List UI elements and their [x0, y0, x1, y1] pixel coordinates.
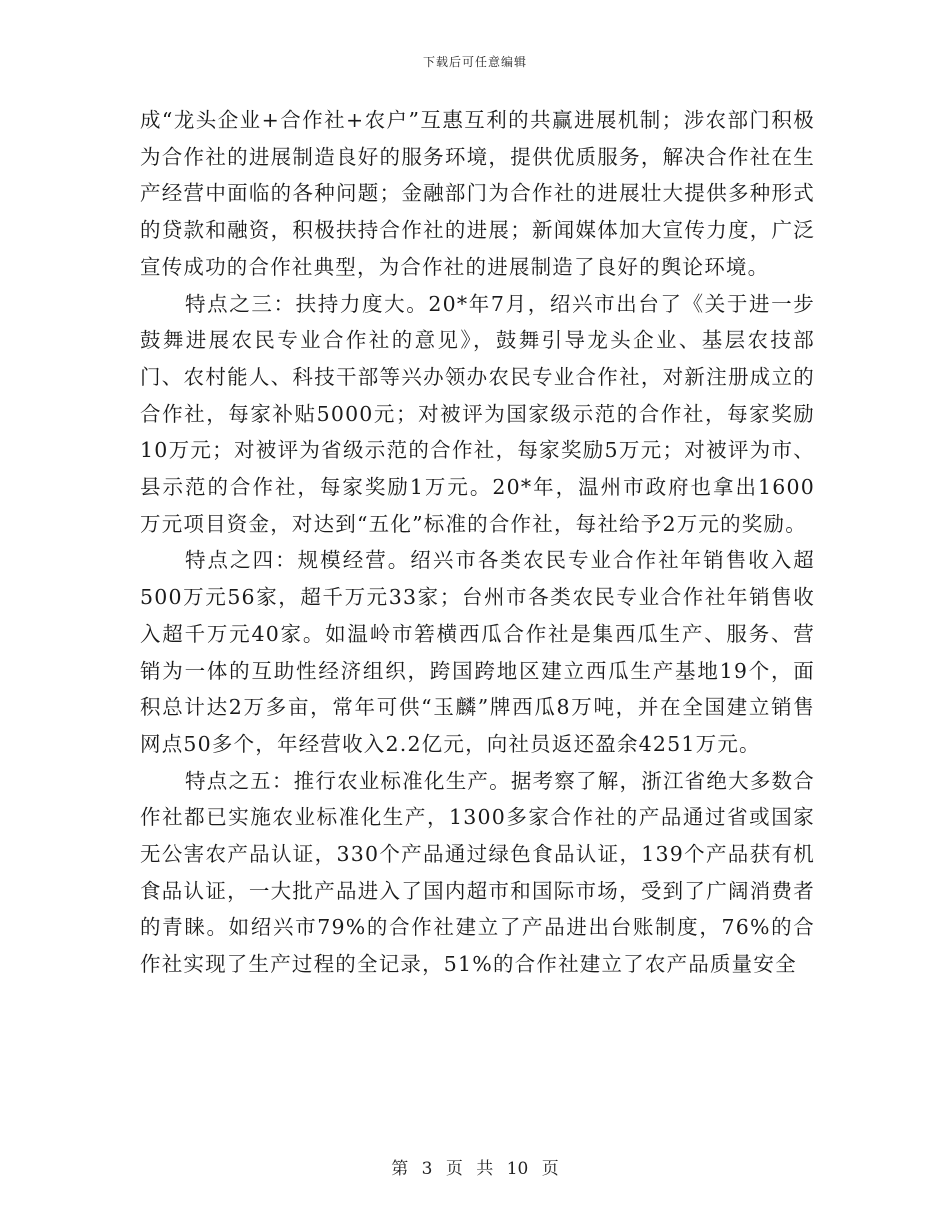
page-footer: 第 3 页 共 10 页 — [391, 1159, 559, 1179]
page-header: 下载后可任意编辑 — [422, 55, 527, 69]
paragraph-continued: 成“龙头企业+合作社+农户”互惠互利的共赢进展机制；涉农部门积极为合作社的进展制造良好的服务环境，提供优质服务，解决合作社在生产经营中面临的各种问题；金融部门为合作社的进展壮大提供多种形式的贷款和融资，积极扶持合作社的进展；新闻媒体加大宣传力度，广泛宣传成功的合作社典型，为合作社的进展制造了良好的舆论环境。 — [140, 108, 815, 279]
paragraph-feature-three: 特点之三：扶持力度大。20*年7月，绍兴市出台了《关于进一步鼓舞进展农民专业合作社的意见》，鼓舞引导龙头企业、基层农技部门、农村能人、科技干部等兴办领办农民专业合作社，对新注册成立的合作社，每家补贴5000元；对被评为国家级示范的合作社，每家奖励10万元；对被评为省级示范的合作社，每家奖励5万元；对被评为市、县示范的合作社，每家奖励1万元。20*年，温州市政府也拿出1600万元项目资金，对达到“五化”标准的合作社，每社给予2万元的奖励。 — [140, 291, 815, 536]
paragraph-feature-four: 特点之四：规模经营。绍兴市各类农民专业合作社年销售收入超500万元56家，超千万元33家；台州市各类农民专业合作社年销售收入超千万元40家。如温岭市箬横西瓜合作社是集西瓜生产、服务、营销为一体的互助性经济组织，跨国跨地区建立西瓜生产基地19个，面积总计达2万多亩，常年可供“玉麟”牌西瓜8万吨，并在全国建立销售网点50多个，年经营收入2.2亿元，向社员返还盈余4251万元。 — [140, 548, 815, 756]
document-body — [140, 102, 815, 983]
paragraph-feature-five: 特点之五：推行农业标准化生产。据考察了解，浙江省绝大多数合作社都已实施农业标准化生产，1300多家合作社的产品通过省或国家无公害农产品认证，330个产品通过绿色食品认证，139个产品获有机食品认证，一大批产品进入了国内超市和国际市场，受到了广阔消费者的青睐。如绍兴市79%的合作社建立了产品进出台账制度，76%的合作社实现了生产过程的全记录，51%的合作社建立了农产品质量安全 — [140, 768, 815, 977]
